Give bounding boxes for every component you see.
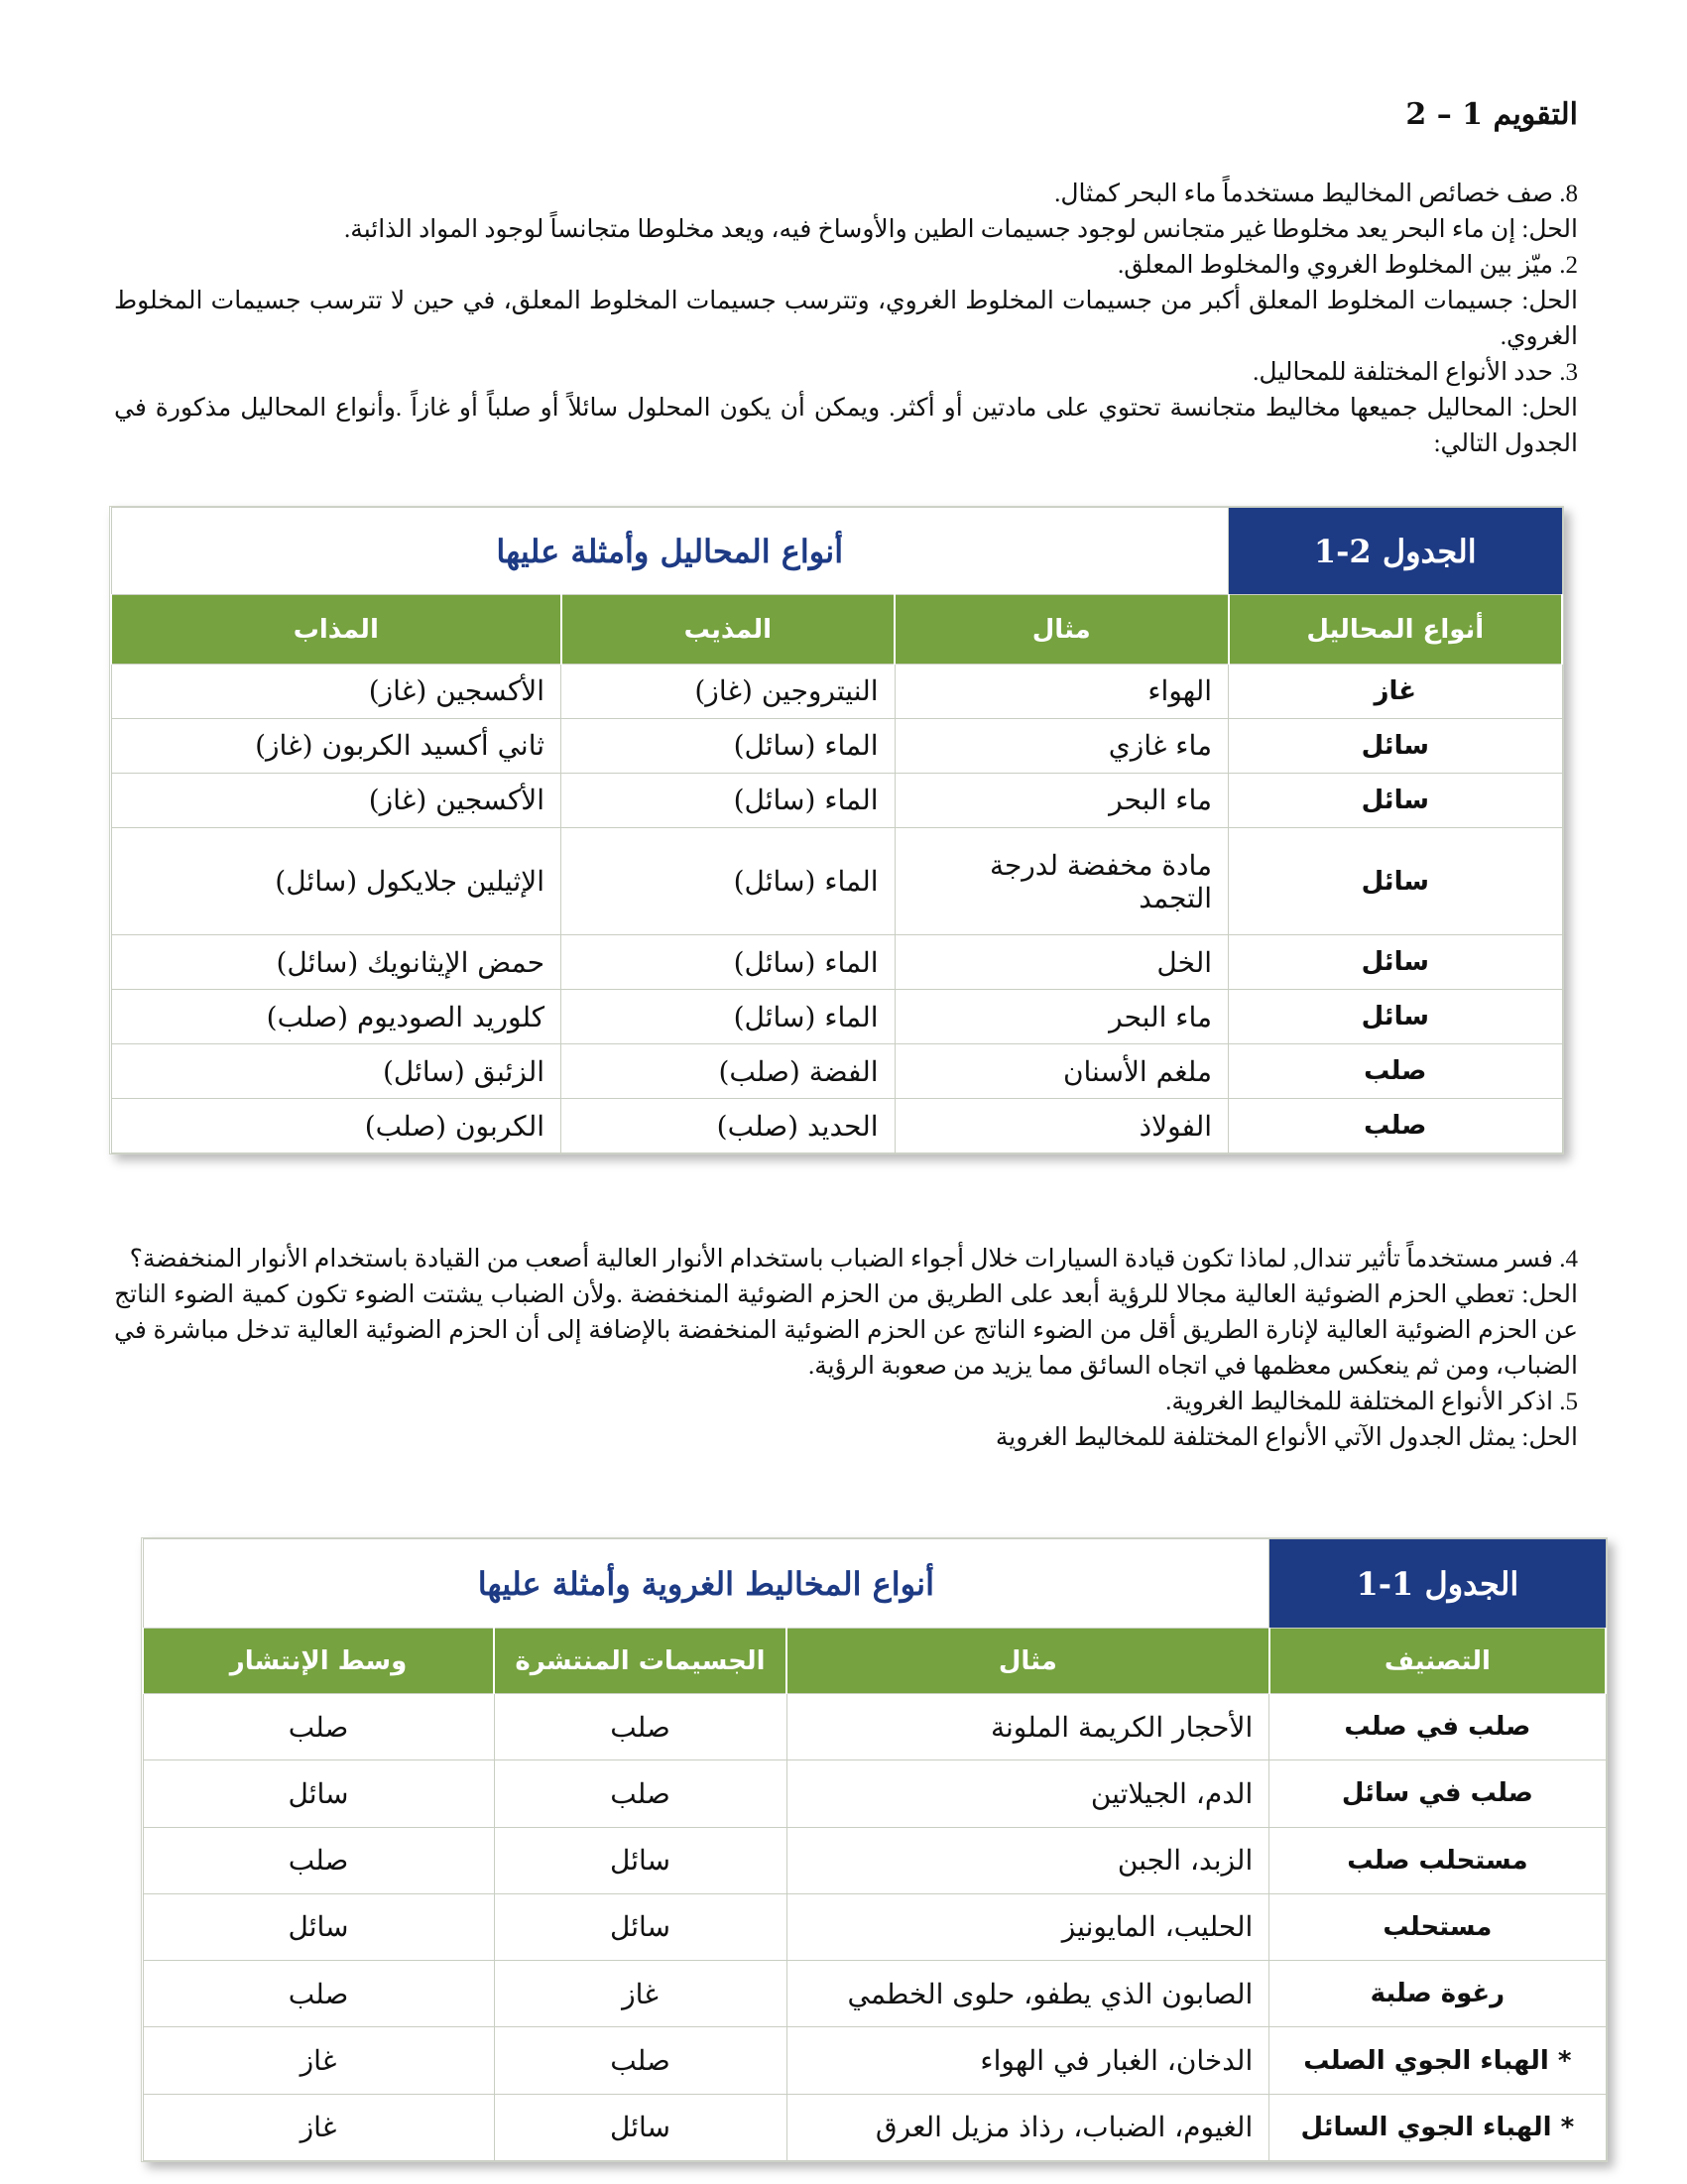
table-cell: الكربون (صلب) xyxy=(111,1099,561,1153)
table-cell: الإثيلين جلايكول (سائل) xyxy=(111,827,561,934)
table-cell: غاز xyxy=(143,2094,494,2160)
table-cell: الماء (سائل) xyxy=(561,827,895,934)
table-row xyxy=(111,773,1562,827)
answer-2: الحل: جسيمات المخلوط المعلق أكبر من جسيمات المخلوط الغروي، وتترسب جسيمات المخلوط المعلق، في حين لا تترسب جسيمات المخلوط الغروي. xyxy=(114,288,1578,350)
table-cell: الصابون الذي يطفو، حلوى الخطمي xyxy=(786,1961,1269,2027)
table-1-header: أنواع المحاليل xyxy=(1229,595,1562,665)
table-2-header: وسط الإنتشار xyxy=(143,1629,494,1694)
table-cell: سائل xyxy=(143,1893,494,1960)
table-cell: ماء البحر xyxy=(895,990,1228,1044)
table-cell: مستحلب صلب xyxy=(1269,1827,1606,1893)
table-cell: الماء (سائل) xyxy=(561,773,895,827)
answer-4: الحل: تعطي الحزم الضوئية العالية مجالا للرؤية أبعد على الطريق من الحزم الضوئية المنخفضة .ولأن الضباب يشتت الضوء تكون كمية الضوء الناتج عن الحزم الضوئية العالية لإنارة الطريق أقل من الضوء الناتج عن الحزم الضوئية المنخفضة بالإضافة إلى أن الحزم الضوئية العالية تدخل مباشرة في الضباب، ومن ثم ينعكس معظمها في اتجاه السائق مما يزيد من صعوبة الرؤية. xyxy=(114,1281,1578,1380)
table-row xyxy=(143,1827,1606,1893)
table-cell: الأكسجين (غاز) xyxy=(111,773,561,827)
table-cell: صلب xyxy=(1229,1044,1562,1099)
questions-block-2 xyxy=(114,1242,1578,1456)
table-cell: الحليب، المايونيز xyxy=(786,1893,1269,1960)
table-cell: ماء البحر xyxy=(895,773,1228,827)
table-1-header: المذاب xyxy=(111,595,561,665)
table-cell: سائل xyxy=(494,2094,786,2160)
table-cell: صلب xyxy=(494,1760,786,1827)
table-cell: سائل xyxy=(494,1827,786,1893)
table-cell: رغوة صلبة xyxy=(1269,1961,1606,2027)
question-3: 3. حدد الأنواع المختلفة للمحاليل. xyxy=(1253,359,1578,386)
table-cell: ثاني أكسيد الكربون (غاز) xyxy=(111,718,561,773)
table-2-title: أنواع المخاليط الغروية وأمثلة عليها xyxy=(143,1539,1269,1629)
table-2-id: الجدول 1-1 xyxy=(1269,1539,1606,1629)
table-row xyxy=(143,1961,1606,2027)
table-cell: صلب xyxy=(1229,1099,1562,1153)
table-cell: الفولاذ xyxy=(895,1099,1228,1153)
table-cell: صلب xyxy=(143,1961,494,2027)
solutions-table xyxy=(109,506,1564,1154)
page-title: التقويم 1 – 2 xyxy=(1405,97,1578,132)
table-cell: سائل xyxy=(1229,990,1562,1044)
table-cell: سائل xyxy=(1229,773,1562,827)
table-cell: ماء غازي xyxy=(895,718,1228,773)
table-cell: الزئبق (سائل) xyxy=(111,1044,561,1099)
table-row xyxy=(143,2027,1606,2094)
table-cell: صلب xyxy=(494,2027,786,2094)
table-cell: الماء (سائل) xyxy=(561,935,895,990)
table-cell: سائل xyxy=(143,1760,494,1827)
table-row xyxy=(111,1099,1562,1153)
table-1-id: الجدول 2-1 xyxy=(1229,508,1562,595)
table-cell: * الهباء الجوي السائل xyxy=(1269,2094,1606,2160)
table-row xyxy=(143,2094,1606,2160)
colloids-table xyxy=(141,1537,1608,2162)
table-cell: الدم، الجيلاتين xyxy=(786,1760,1269,1827)
answer-3: الحل: المحاليل جميعها مخاليط متجانسة تحتوي على مادتين أو أكثر. ويمكن أن يكون المحلول سائلاً أو صلباً أو غازاً .وأنواع المحاليل مذكورة في الجدول التالي: xyxy=(114,395,1578,457)
table-cell: الهواء xyxy=(895,665,1228,719)
table-cell: الفضة (صلب) xyxy=(561,1044,895,1099)
table-cell: سائل xyxy=(1229,935,1562,990)
table-cell: غاز xyxy=(494,1961,786,2027)
table-cell: صلب xyxy=(143,1827,494,1893)
table-cell: الخل xyxy=(895,935,1228,990)
table-cell: سائل xyxy=(1229,827,1562,934)
table-cell: صلب في صلب xyxy=(1269,1694,1606,1760)
question-5: 5. اذكر الأنواع المختلفة للمخاليط الغروية. xyxy=(1165,1389,1578,1415)
table-cell: الأحجار الكريمة الملونة xyxy=(786,1694,1269,1760)
table-cell: الأكسجين (غاز) xyxy=(111,665,561,719)
table-row xyxy=(111,827,1562,934)
table-cell: غاز xyxy=(143,2027,494,2094)
table-cell: الحديد (صلب) xyxy=(561,1099,895,1153)
questions-block-1 xyxy=(114,177,1578,462)
table-1-header: المذيب xyxy=(561,595,895,665)
question-2: 2. ميّز بين المخلوط الغروي والمخلوط المعلق. xyxy=(1117,252,1578,279)
table-cell: الماء (سائل) xyxy=(561,718,895,773)
table-cell: * الهباء الجوي الصلب xyxy=(1269,2027,1606,2094)
table-cell: كلوريد الصوديوم (صلب) xyxy=(111,990,561,1044)
answer-5: الحل: يمثل الجدول الآتي الأنواع المختلفة للمخاليط الغروية xyxy=(995,1424,1578,1451)
question-4: 4. فسر مستخدماً تأثير تندال, لماذا تكون قيادة السيارات خلال أجواء الضباب باستخدام الأنوار العالية أصعب من القيادة باستخدام الأنوار المنخفضة؟ xyxy=(129,1246,1578,1273)
table-cell: ملغم الأسنان xyxy=(895,1044,1228,1099)
answer-8: الحل: إن ماء البحر يعد مخلوطا غير متجانس لوجود جسيمات الطين والأوساخ فيه، ويعد مخلوطا متجانساً لوجود المواد الذائبة. xyxy=(344,216,1578,243)
table-cell: النيتروجين (غاز) xyxy=(561,665,895,719)
table-row xyxy=(111,665,1562,719)
table-cell: الغيوم، الضباب، رذاذ مزيل العرق xyxy=(786,2094,1269,2160)
table-cell: مستحلب xyxy=(1269,1893,1606,1960)
table-row xyxy=(143,1694,1606,1760)
table-cell: سائل xyxy=(1229,718,1562,773)
table-2-header: التصنيف xyxy=(1269,1629,1606,1694)
table-row xyxy=(111,935,1562,990)
table-row xyxy=(111,990,1562,1044)
table-cell: سائل xyxy=(494,1893,786,1960)
table-row xyxy=(143,1893,1606,1960)
table-cell: الماء (سائل) xyxy=(561,990,895,1044)
table-cell: صلب xyxy=(494,1694,786,1760)
table-cell: الدخان، الغبار في الهواء xyxy=(786,2027,1269,2094)
table-cell: غاز xyxy=(1229,665,1562,719)
table-row xyxy=(143,1760,1606,1827)
table-cell: صلب xyxy=(143,1694,494,1760)
table-2-header: الجسيمات المنتشرة xyxy=(494,1629,786,1694)
table-1-title: أنواع المحاليل وأمثلة عليها xyxy=(111,508,1229,595)
question-8: 8. صف خصائص المخاليط مستخدماً ماء البحر كمثال. xyxy=(1054,181,1578,207)
table-cell: حمض الإيثانويك (سائل) xyxy=(111,935,561,990)
table-row xyxy=(111,718,1562,773)
table-cell: الزبد، الجبن xyxy=(786,1827,1269,1893)
table-cell: صلب في سائل xyxy=(1269,1760,1606,1827)
table-2-header: مثال xyxy=(786,1629,1269,1694)
table-1-header: مثال xyxy=(895,595,1228,665)
table-row xyxy=(111,1044,1562,1099)
table-cell: مادة مخفضة لدرجة التجمد xyxy=(895,827,1228,934)
